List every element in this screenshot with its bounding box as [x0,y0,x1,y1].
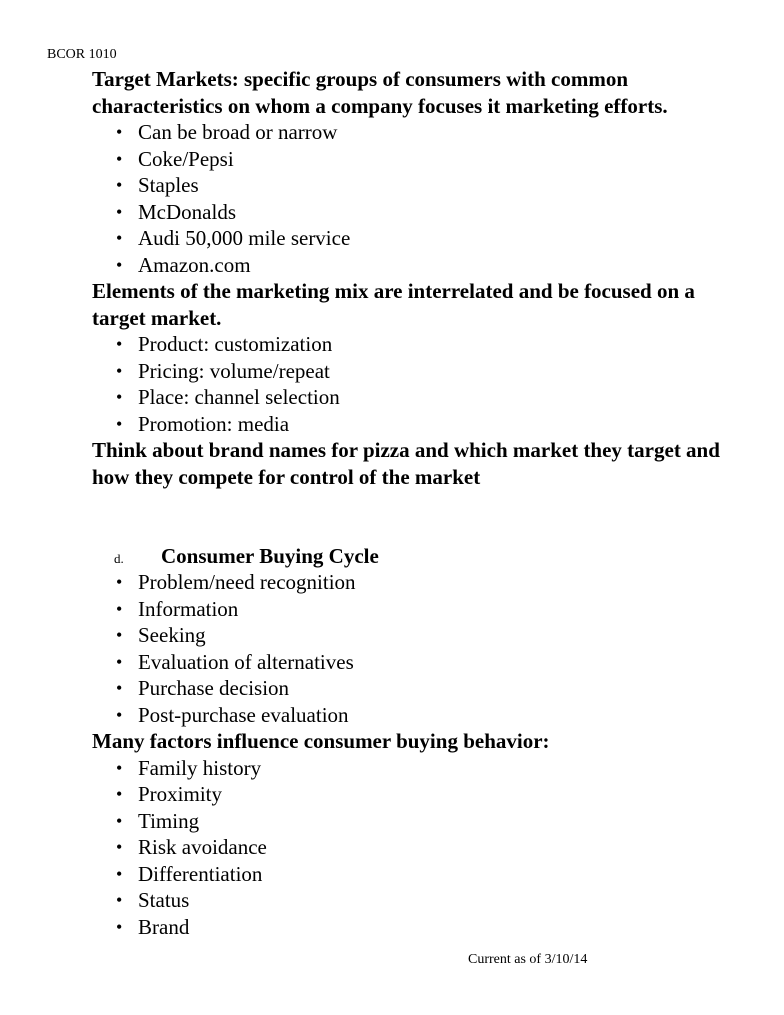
list-item: • Risk avoidance [116,835,267,859]
list-item: • Timing [116,808,200,833]
list-item: • Pricing: volume/repeat [116,358,330,383]
course-code: BCOR 1010 [47,47,117,62]
list-item: • Post-purchase evaluation [116,702,349,727]
factors-heading: Many factors influence consumer buying behavior: [92,729,550,753]
pizza-prompt: Think about brand names for pizza and which market they target and how they compete for control of the market [92,438,720,489]
bullet-icon: • [116,148,123,169]
list-item: • Differentiation [116,861,263,886]
bullet-icon: • [116,360,123,381]
bullet-icon: • [116,228,123,248]
bullet-icon: • [116,810,123,831]
marketing-mix-heading: Elements of the marketing mix are interrelated and be focused on a target market. [92,279,695,330]
footer-date: Current as of 3/10/14 [468,952,588,967]
list-item: • Product: customization [116,332,333,356]
list-item: • Evaluation of alternatives [116,649,354,674]
bullet-icon: • [116,784,123,804]
list-item: • Place: channel selection [116,385,340,409]
buying-cycle-title: Consumer Buying Cycle [161,544,379,568]
bullet-icon: • [116,413,123,434]
list-item: • Coke/Pepsi [116,146,234,171]
bullet-icon: • [116,598,123,619]
list-item: • Purchase decision [116,676,290,700]
target-markets-section [92,66,752,490]
bullet-icon: • [116,334,123,354]
list-item: • Can be broad or narrow [116,120,338,144]
factors-list [92,755,752,941]
buying-cycle-title-row [114,543,379,572]
bullet-icon: • [116,572,123,592]
list-item: • Status [116,888,190,912]
bullet-icon: • [116,387,123,407]
buying-cycle-list [92,569,752,728]
bullet-icon: • [116,757,123,778]
bullet-icon: • [116,122,123,142]
bullet-icon: • [116,863,123,884]
bullet-icon: • [116,916,123,937]
list-item: • Seeking [116,623,206,647]
target-markets-heading: Target Markets: specific groups of consumers with common characteristics on whom a company focuses it marketing efforts. [92,67,668,118]
bullet-icon: • [116,837,123,857]
list-item: • Staples [116,173,199,197]
bullet-icon: • [116,890,123,910]
bullet-icon: • [116,625,123,645]
marketing-mix-list [92,331,752,437]
list-item: • Proximity [116,782,223,806]
bullet-icon: • [116,678,123,698]
list-item: • Amazon.com [116,252,251,277]
list-item: • Information [116,596,239,621]
list-item: • Family history [116,755,262,780]
bullet-icon: • [116,254,123,275]
list-item: • Audi 50,000 mile service [116,226,351,250]
bullet-icon: • [116,704,123,725]
bullet-icon: • [116,651,123,672]
buying-cycle-section [92,569,752,940]
list-item: • McDonalds [116,199,236,224]
bullet-icon: • [116,201,123,222]
bullet-icon: • [116,175,123,195]
target-markets-list [92,119,752,278]
list-item: • Brand [116,914,190,939]
list-item: • Problem/need recognition [116,570,356,594]
list-marker: d. [114,551,124,566]
list-item: • Promotion: media [116,411,290,436]
